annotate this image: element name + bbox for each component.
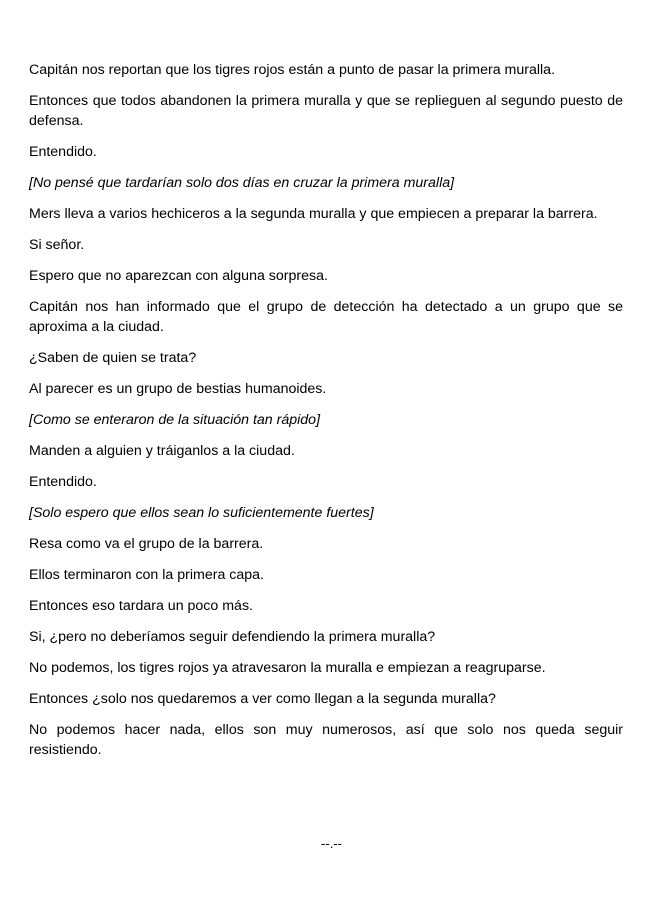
paragraph: Entendido. <box>29 474 97 490</box>
paragraph: Al parecer es un grupo de bestias humanoides. <box>29 381 327 397</box>
paragraph: Capitán nos reportan que los tigres rojos están a punto de pasar la primera muralla. <box>29 62 556 78</box>
paragraph: ¿Saben de quien se trata? <box>29 350 197 366</box>
paragraph: Capitán nos han informado que el grupo de detección ha detectado a un grupo que se aproxima a la ciudad. <box>29 299 623 335</box>
paragraph: Entendido. <box>29 144 97 160</box>
paragraph: Entonces ¿solo nos quedaremos a ver como llegan a la segunda muralla? <box>29 691 496 707</box>
paragraph: Entonces eso tardara un poco más. <box>29 598 253 614</box>
paragraph: Resa como va el grupo de la barrera. <box>29 536 264 552</box>
thought-paragraph: [No pensé que tardarían solo dos días en cruzar la primera muralla] <box>29 175 455 191</box>
document-body <box>29 60 623 771</box>
page-footer-separator: --.-- <box>321 836 342 851</box>
thought-paragraph: [Como se enteraron de la situación tan rápido] <box>29 412 321 428</box>
paragraph: Manden a alguien y tráiganlos a la ciudad. <box>29 443 295 459</box>
paragraph: No podemos hacer nada, ellos son muy numerosos, así que solo nos queda seguir resistiendo. <box>29 722 623 758</box>
paragraph: Ellos terminaron con la primera capa. <box>29 567 264 583</box>
paragraph: Entonces que todos abandonen la primera muralla y que se replieguen al segundo puesto de defensa. <box>29 93 623 129</box>
paragraph: Espero que no aparezcan con alguna sorpresa. <box>29 268 328 284</box>
paragraph: Mers lleva a varios hechiceros a la segunda muralla y que empiecen a preparar la barrera. <box>29 206 598 222</box>
paragraph: Si, ¿pero no deberíamos seguir defendiendo la primera muralla? <box>29 629 436 645</box>
paragraph: Si señor. <box>29 237 85 253</box>
paragraph: No podemos, los tigres rojos ya atravesaron la muralla e empiezan a reagruparse. <box>29 660 546 676</box>
thought-paragraph: [Solo espero que ellos sean lo suficientemente fuertes] <box>29 505 374 521</box>
